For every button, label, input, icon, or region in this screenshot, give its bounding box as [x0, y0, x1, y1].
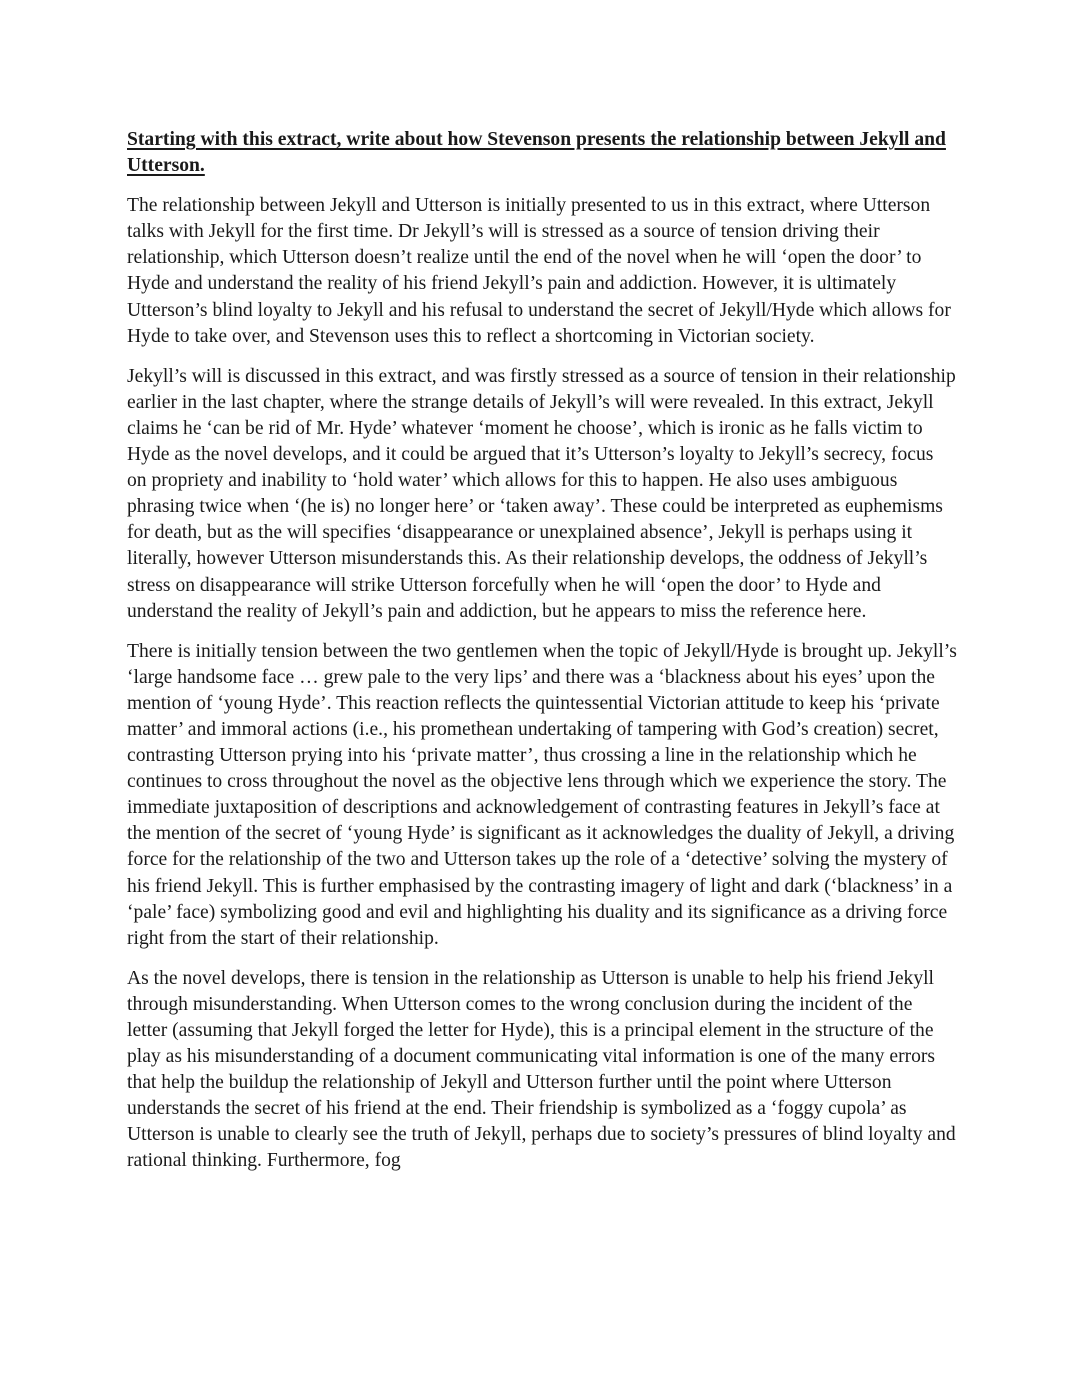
paragraph-1: The relationship between Jekyll and Utterson is initially presented to us in this extract, where Utterson talks with Jekyll for the first time. Dr Jekyll’s will is stressed as a source of tension driving their relationship, which Utterson doesn’t realize until the end of the novel when he will ‘open the door’ to Hyde and understand the reality of his friend Jekyll’s pain and addiction. However, it is ultimately Utterson’s blind loyalty to Jekyll and his refusal to understand the secret of Jekyll/Hyde which allows for Hyde to take over, and Stevenson uses this to reflect a shortcoming in Victorian society. — [127, 195, 951, 347]
document-body — [127, 127, 957, 1189]
paragraph-2: Jekyll’s will is discussed in this extract, and was firstly stressed as a source of tension in their relationship earlier in the last chapter, where the strange details of Jekyll’s will were revealed. In this extract, Jekyll claims he ‘can be rid of Mr. Hyde’ whatever ‘moment he choose’, which is ironic as he falls victim to Hyde as the novel develops, and it could be argued that it’s Utterson’s loyalty to Jekyll’s secrecy, focus on propriety and inability to ‘hold water’ which allows for this to happen. He also uses ambiguous phrasing twice when ‘(he is) no longer here’ or ‘taken away’. These could be interpreted as euphemisms for death, but as the will specifies ‘disappearance or unexplained absence’, Jekyll is perhaps using it literally, however Utterson misunderstands this. As their relationship develops, the oddness of Jekyll’s stress on disappearance will strike Utterson forcefully when he will ‘open the door’ to Hyde and understand the reality of Jekyll’s pain and addiction, but he appears to miss the reference here. — [127, 365, 956, 622]
paragraph-3: There is initially tension between the two gentlemen when the topic of Jekyll/Hyde is brought up. Jekyll’s ‘large handsome face … grew pale to the very lips’ and there was a ‘blackness about his eyes’ upon the mention of ‘young Hyde’. This reaction reflects the quintessential Victorian attitude to keep his ‘private matter’ and immoral actions (i.e., his promethean undertaking of tampering with God’s creation) secret, contrasting Utterson prying into his ‘private matter’, thus crossing a line in the relationship which he continues to cross throughout the novel as the objective lens through which we experience the story. The immediate juxtaposition of descriptions and acknowledgement of contrasting features in Jekyll’s face at the mention of the secret of ‘young Hyde’ is significant as it acknowledges the duality of Jekyll, a driving force for the relationship of the two and Utterson takes up the role of a ‘detective’ solving the mystery of his friend Jekyll. This is further emphasised by the contrasting imagery of light and dark (‘blackness’ in a ‘pale’ face) symbolizing good and evil and highlighting his duality and its significance as a driving force right from the start of their relationship. — [127, 640, 957, 949]
essay-question-heading: Starting with this extract, write about how Stevenson presents the relationship between Jekyll and Utterson. — [127, 129, 946, 177]
paragraph-4: As the novel develops, there is tension in the relationship as Utterson is unable to help his friend Jekyll through misunderstanding. When Utterson comes to the wrong conclusion during the incident of the letter (assuming that Jekyll forged the letter for Hyde), this is a principal element in the structure of the play as his misunderstanding of a document communicating vital information is one of the many errors that help the buildup the relationship of Jekyll and Utterson further until the point where Utterson understands the secret of his friend at the end. Their friendship is symbolized as a ‘foggy cupola’ as Utterson is unable to clearly see the truth of Jekyll, perhaps due to society’s pressures of blind loyalty and rational thinking. Furthermore, fog — [127, 967, 956, 1172]
